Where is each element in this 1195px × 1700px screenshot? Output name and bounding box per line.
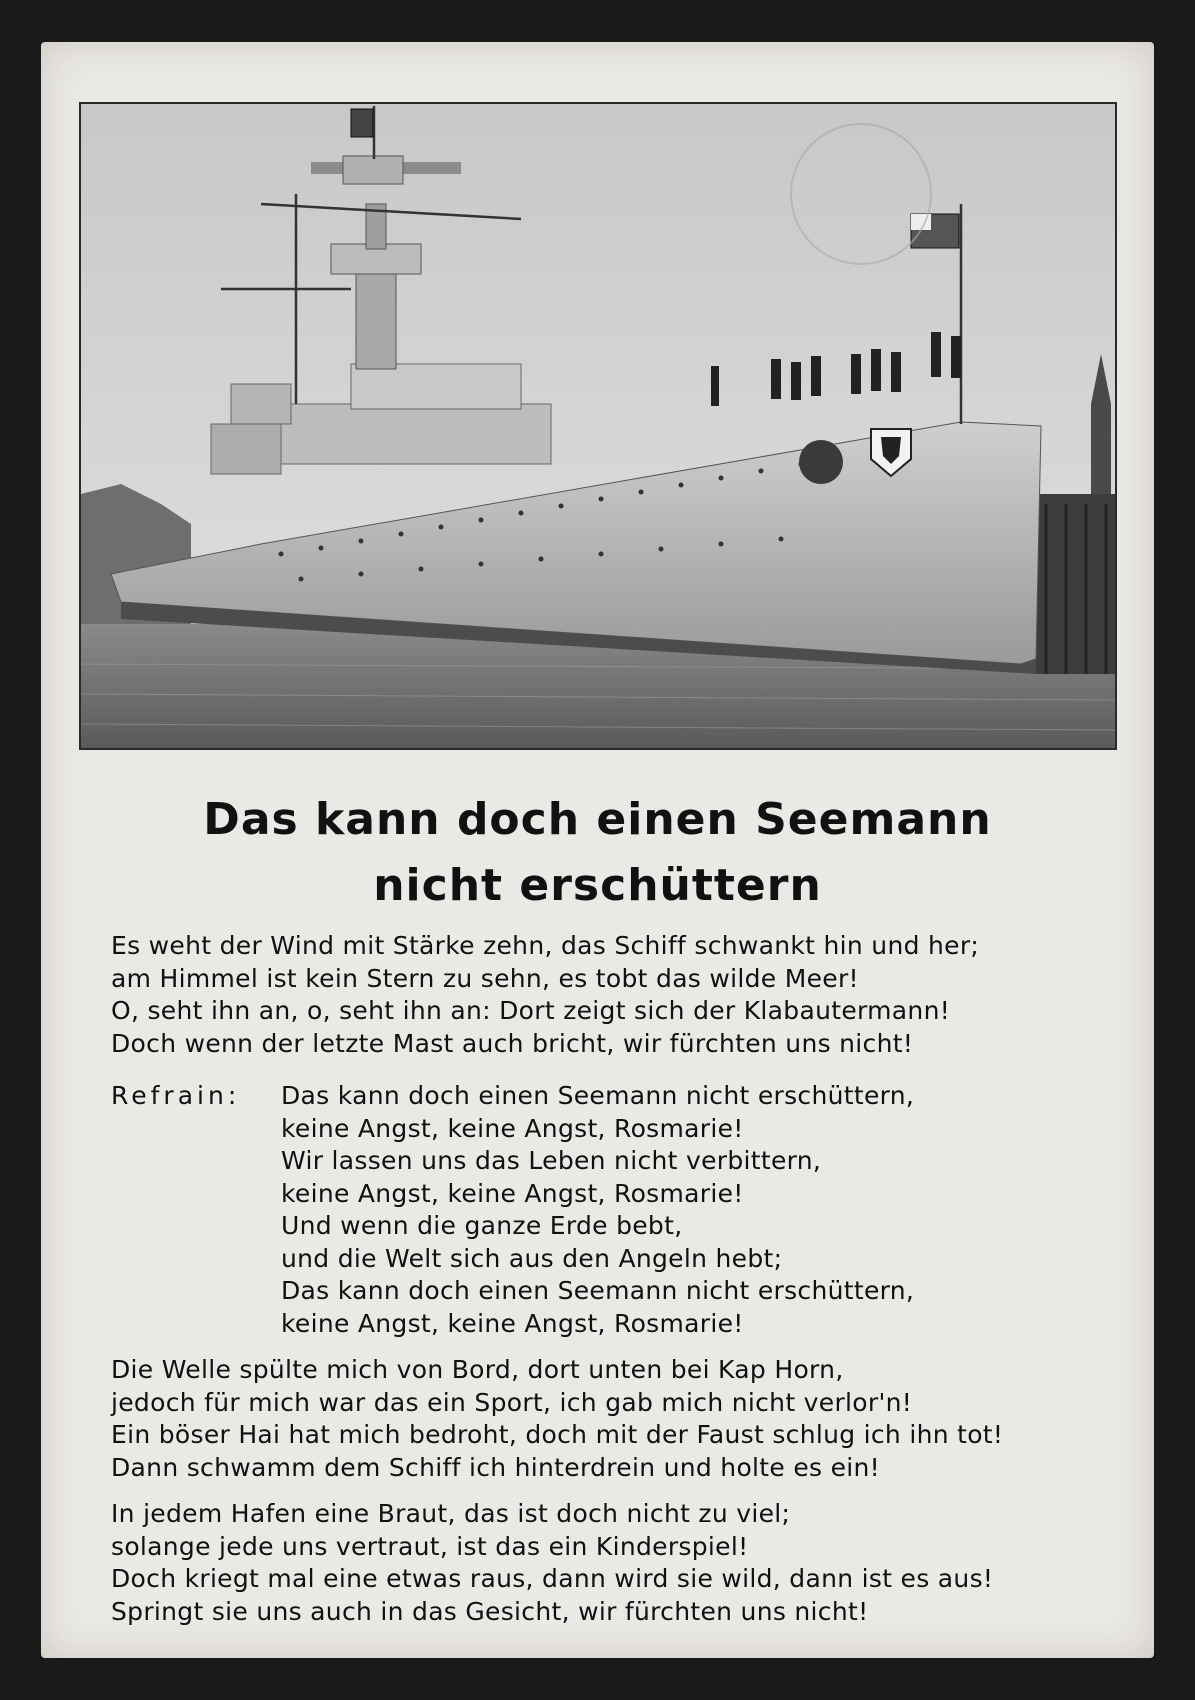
- song-title-line-1: Das kann doch einen Seemann: [203, 794, 992, 845]
- verse-line: O, seht ihn an, o, seht ihn an: Dort zeigt sich der Klabautermann!: [111, 996, 951, 1025]
- verse-line: jedoch für mich war das ein Sport, ich gab mich nicht verlor'n!: [111, 1387, 913, 1417]
- refrain-label: Refrain:: [111, 1081, 241, 1110]
- verse-1: [111, 930, 1111, 1060]
- verse-line: Dann schwamm dem Schiff ich hinterdrein und holte es ein!: [111, 1452, 880, 1482]
- refrain-line: und die Welt sich aus den Angeln hebt;: [281, 1243, 783, 1273]
- refrain-line: keine Angst, keine Angst, Rosmarie!: [281, 1178, 744, 1208]
- song-title-line-2: nicht erschüttern: [373, 860, 822, 911]
- verse-3: [111, 1498, 1111, 1628]
- refrain-line: Und wenn die ganze Erde bebt,: [281, 1211, 683, 1240]
- verse-line: solange jede uns vertraut, ist das ein Kinderspiel!: [111, 1531, 749, 1561]
- warship-photo: [79, 102, 1117, 750]
- verse-line: am Himmel ist kein Stern zu sehn, es tobt das wilde Meer!: [111, 963, 859, 993]
- verse-line: Die Welle spülte mich von Bord, dort unten bei Kap Horn,: [111, 1355, 844, 1384]
- verse-line: In jedem Hafen eine Braut, das ist doch nicht zu viel;: [111, 1499, 791, 1528]
- refrain-line: keine Angst, keine Angst, Rosmarie!: [281, 1308, 744, 1338]
- refrain-line: Das kann doch einen Seemann nicht erschüttern,: [281, 1276, 915, 1305]
- verse-line: Ein böser Hai hat mich bedroht, doch mit der Faust schlug ich ihn tot!: [111, 1420, 1004, 1449]
- verse-line: Es weht der Wind mit Stärke zehn, das Schiff schwankt hin und her;: [111, 931, 980, 960]
- refrain-line: keine Angst, keine Angst, Rosmarie!: [281, 1113, 744, 1143]
- refrain: [281, 1080, 1101, 1340]
- postcard: [41, 42, 1154, 1658]
- warship-image: [81, 104, 1115, 748]
- refrain-line: Wir lassen uns das Leben nicht verbittern,: [281, 1146, 822, 1175]
- verse-line: Doch kriegt mal eine etwas raus, dann wird sie wild, dann ist es aus!: [111, 1564, 994, 1593]
- verse-2: [111, 1354, 1111, 1484]
- verse-line: Springt sie uns auch in das Gesicht, wir fürchten uns nicht!: [111, 1596, 869, 1626]
- verse-line: Doch wenn der letzte Mast auch bricht, wir fürchten uns nicht!: [111, 1028, 914, 1058]
- refrain-line: Das kann doch einen Seemann nicht erschüttern,: [281, 1081, 915, 1110]
